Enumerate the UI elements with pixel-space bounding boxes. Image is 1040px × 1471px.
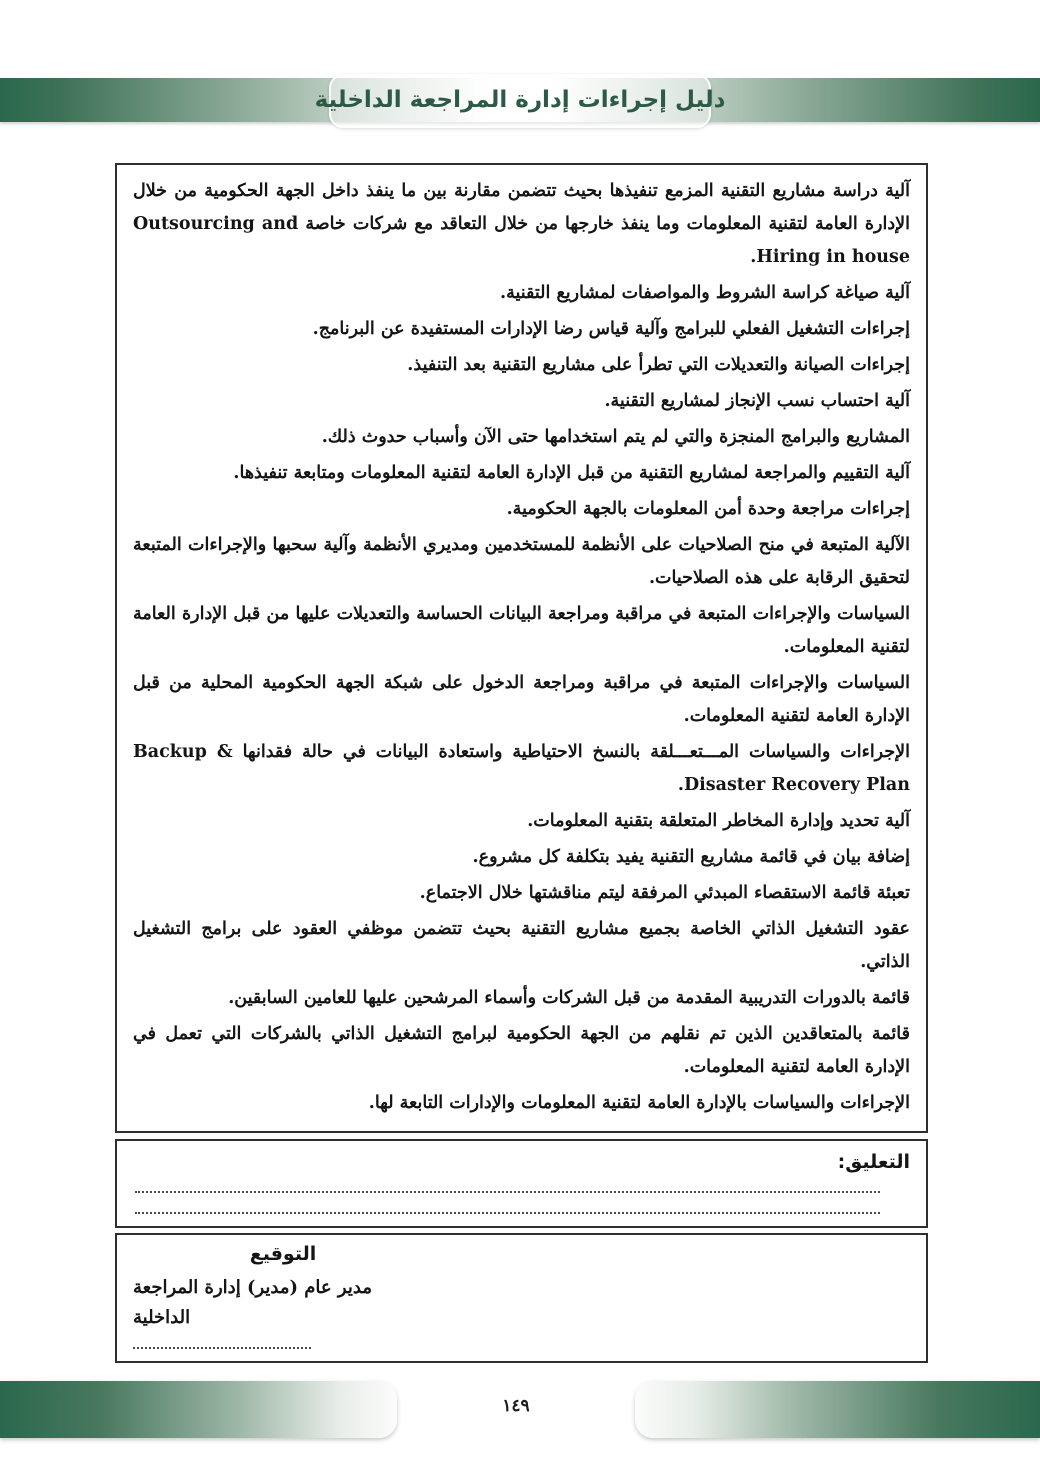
document-paragraph: إجراءات الصيانة والتعديلات التي تطرأ على مشاريع التقنية بعد التنفيذ. [407, 355, 910, 375]
footer-band-left [0, 1381, 397, 1438]
footer-band-right [635, 1381, 1040, 1438]
signature-block [133, 1241, 433, 1349]
document-paragraph: الإجراءات والسياسات المـــتعـــلقة بالنسخ الاحتياطية واستعادة البيانات في حالة فقدانها Backup & Disaster Recovery Plan. [133, 742, 910, 795]
signatory-role: مدير عام (مدير) إدارة المراجعة الداخلية [133, 1277, 372, 1328]
document-paragraph: الآلية المتبعة في منح الصلاحيات على الأنظمة للمستخدمين ومديري الأنظمة وآلية سحبها والإجراءات المتبعة لتحقيق الرقابة على هذه الصلاحيات. [133, 535, 910, 588]
document-paragraph: آلية دراسة مشاريع التقنية المزمع تنفيذها بحيث تتضمن مقارنة بين ما ينفذ داخل الجهة الحكومية من خلال الإدارة العامة لتقنية المعلومات وما ينفذ خارجها من خلال التعاقد مع شركات خاصة Outsourcing and Hiring in house. [133, 181, 910, 267]
page-title: دليل إجراءات إدارة المراجعة الداخلية [314, 87, 726, 113]
document-paragraph: إجراءات مراجعة وحدة أمن المعلومات بالجهة الحكومية. [506, 499, 910, 519]
comment-section [115, 1139, 928, 1228]
document-paragraph: تعبئة قائمة الاستقصاء المبدئي المرفقة ليتم مناقشتها خلال الاجتماع. [419, 883, 910, 903]
comment-dotted-line-1 [135, 1191, 880, 1193]
signature-section [115, 1233, 928, 1363]
document-paragraph: آلية صياغة كراسة الشروط والمواصفات لمشاريع التقنية. [500, 283, 910, 303]
document-paragraph: قائمة بالدورات التدريبية المقدمة من قبل الشركات وأسماء المرشحين عليها للعامين السابقين. [228, 988, 910, 1008]
document-paragraph: المشاريع والبرامج المنجزة والتي لم يتم استخدامها حتى الآن وأسباب حدوث ذلك. [321, 427, 910, 447]
document-paragraph: عقود التشغيل الذاتي الخاصة بجميع مشاريع التقنية بحيث تتضمن موظفي العقود على برامج التشغيل الذاتي. [133, 919, 910, 972]
comment-dotted-line-2 [135, 1212, 880, 1214]
document-paragraph: الإجراءات والسياسات بالإدارة العامة لتقنية المعلومات والإدارات التابعة لها. [368, 1093, 910, 1113]
content-column [115, 163, 928, 1363]
document-paragraph: إضافة بيان في قائمة مشاريع التقنية يفيد بتكلفة كل مشروع. [472, 847, 910, 867]
signature-label: التوقيع [249, 1243, 317, 1265]
document-paragraph: آلية احتساب نسب الإنجاز لمشاريع التقنية. [604, 391, 910, 411]
procedures-text-box [115, 163, 928, 1133]
document-paragraph: قائمة بالمتعاقدين الذين تم نقلهم من الجهة الحكومية لبرامج التشغيل الذاتي بالشركات التي تعمل في الإدارة العامة لتقنية المعلومات. [133, 1024, 910, 1077]
page-number: ١٤٩ [502, 1396, 530, 1416]
document-paragraph: آلية تحديد وإدارة المخاطر المتعلقة بتقنية المعلومات. [527, 811, 910, 831]
document-paragraph: السياسات والإجراءات المتبعة في مراقبة ومراجعة الدخول على شبكة الجهة الحكومية المحلية من قبل الإدارة العامة لتقنية المعلومات. [133, 673, 910, 726]
signature-dotted-line [133, 1347, 311, 1349]
document-paragraph: آلية التقييم والمراجعة لمشاريع التقنية من قبل الإدارة العامة لتقنية المعلومات ومتابعة تنفيذها. [233, 463, 910, 483]
comment-label: التعليق: [837, 1151, 910, 1173]
document-paragraph: إجراءات التشغيل الفعلي للبرامج وآلية قياس رضا الإدارات المستفيدة عن البرنامج. [312, 319, 910, 339]
document-paragraph: السياسات والإجراءات المتبعة في مراقبة ومراجعة البيانات الحساسة والتعديلات عليها من قبل الإدارة العامة لتقنية المعلومات. [133, 604, 910, 657]
